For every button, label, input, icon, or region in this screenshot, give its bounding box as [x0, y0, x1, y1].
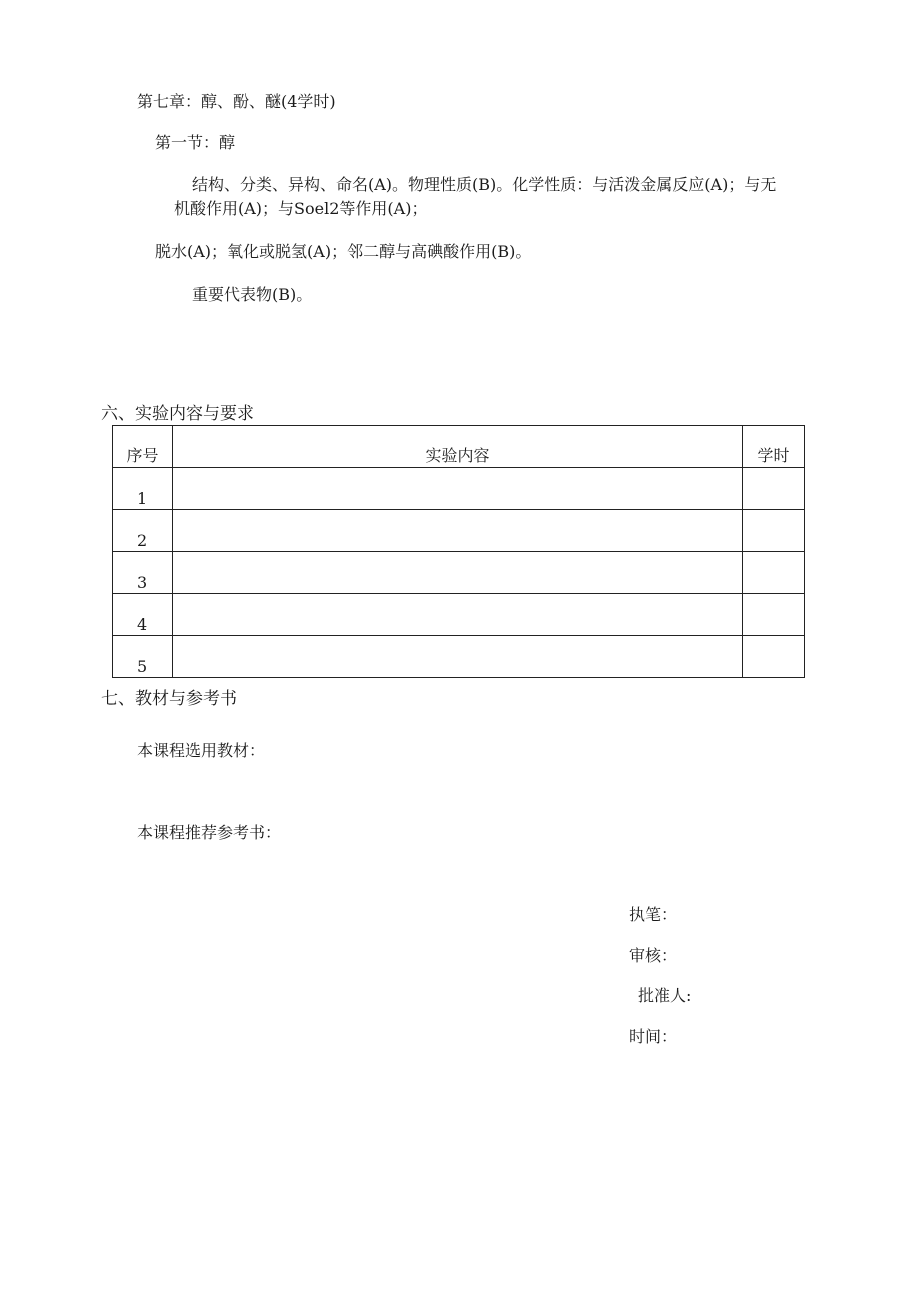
row-content [173, 552, 743, 594]
approver-label: 批准人: [638, 986, 692, 1005]
row-index: 2 [113, 510, 173, 552]
row-hours [743, 636, 805, 678]
row-index: 4 [113, 594, 173, 636]
row-content [173, 594, 743, 636]
row-index: 3 [113, 552, 173, 594]
row-content [173, 510, 743, 552]
row-content [173, 636, 743, 678]
experiments-table [112, 425, 805, 678]
content-line-4: 重要代表物(B)。 [192, 285, 313, 304]
row-hours [743, 594, 805, 636]
row-content [173, 468, 743, 510]
row-index: 5 [113, 636, 173, 678]
content-line-1: 结构、分类、异构、命名(A)。物理性质(B)。化学性质：与活泼金属反应(A)；与无 [192, 175, 777, 194]
date-label: 时间： [629, 1027, 678, 1046]
row-index: 1 [113, 468, 173, 510]
selected-textbook-label: 本课程选用教材： [137, 741, 266, 760]
section-title: 第一节：醇 [155, 133, 236, 152]
content-line-2: 机酸作用(A)；与Soel2等作用(A)； [174, 199, 428, 218]
row-hours [743, 552, 805, 594]
author-label: 执笔： [629, 905, 678, 924]
content-line-3: 脱水(A)；氧化或脱氢(A)；邻二醇与高碘酸作用(B)。 [155, 242, 532, 261]
column-header-content: 实验内容 [173, 426, 743, 468]
table-row [113, 510, 805, 552]
row-hours [743, 468, 805, 510]
table-row [113, 468, 805, 510]
column-header-index: 序号 [113, 426, 173, 468]
row-hours [743, 510, 805, 552]
table-row [113, 552, 805, 594]
reviewer-label: 审核： [629, 946, 678, 965]
table-row [113, 594, 805, 636]
experiments-heading: 六、实验内容与要求 [101, 404, 254, 424]
recommended-books-label: 本课程推荐参考书： [137, 823, 282, 842]
chapter-title: 第七章：醇、酚、醚(4学时) [137, 92, 336, 111]
table-row [113, 636, 805, 678]
column-header-hours: 学时 [743, 426, 805, 468]
table-header-row [113, 426, 805, 468]
textbooks-heading: 七、教材与参考书 [101, 689, 237, 709]
